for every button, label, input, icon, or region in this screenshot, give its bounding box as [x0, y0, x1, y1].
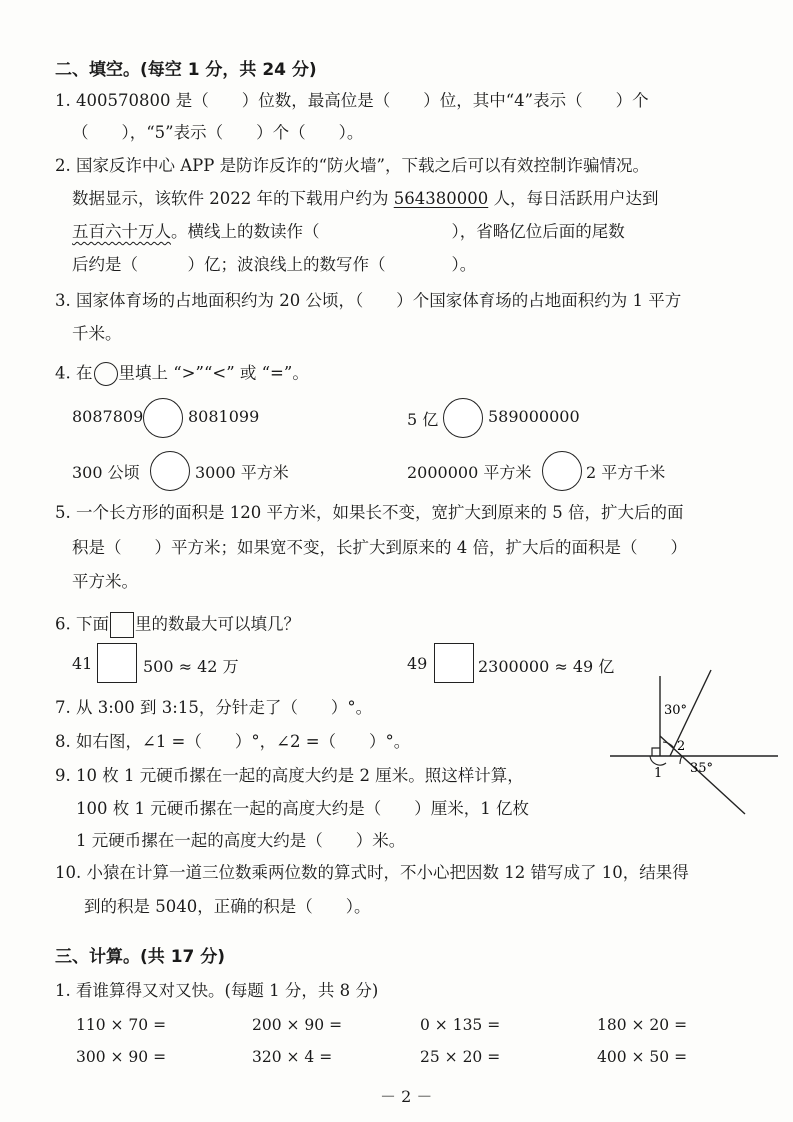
q3-line1: 3. 国家体育场的占地面积约为 20 公顷，（ ）个国家体育场的占地面积约为 1 平方: [55, 291, 682, 310]
q4-item1-left: 8087809: [72, 407, 144, 426]
q2-line3: [72, 221, 625, 243]
q1-line1: 1. 400570800 是（ ）位数，最高位是（ ）位，其中“4”表示（ ）个: [55, 91, 649, 110]
angle-1-label: 1: [654, 766, 663, 781]
answer-circle-icon: [94, 362, 118, 386]
q2-line4: 后约是（ ）亿；波浪线上的数写作（ ）。: [72, 255, 477, 274]
q2-line1: 2. 国家反诈中心 APP 是防诈反诈的“防火墙”，下载之后可以有效控制诈骗情况。: [55, 156, 649, 175]
q4-item3-circle[interactable]: [150, 451, 190, 491]
calc-r1-c2: 200 × 90 =: [252, 1016, 343, 1034]
q6-item2-left: 49: [407, 654, 428, 673]
calc-r2-c3: 25 × 20 =: [420, 1048, 501, 1066]
answer-box-icon: [110, 612, 134, 638]
q4-item2-right: 589000000: [488, 407, 580, 426]
q9-line2: 100 枚 1 元硬币摞在一起的高度大约是（ ）厘米，1 亿枚: [76, 799, 529, 818]
section-3-sub1: 1. 看谁算得又对又快。(每题 1 分，共 8 分): [55, 981, 379, 1000]
q4-post: 里填上 “>”“<” 或 “=”。: [118, 363, 309, 383]
q6-item1-left: 41: [72, 654, 93, 673]
calc-r1-c3: 0 × 135 =: [420, 1016, 501, 1034]
q2-underlined-number: 564380000: [393, 189, 489, 208]
q6-heading: [55, 612, 300, 638]
q4-item1-circle[interactable]: [143, 398, 183, 438]
calc-r1-c1: 110 × 70 =: [76, 1016, 167, 1034]
q4-item1-right: 8081099: [188, 407, 260, 426]
q10-line1: 10. 小猿在计算一道三位数乘两位数的算式时，不小心把因数 12 错写成了 10，结果得: [55, 863, 689, 882]
calc-r2-c2: 320 × 4 =: [252, 1048, 333, 1066]
right-angle-mark: [652, 748, 660, 756]
angle-2-label: 2: [677, 739, 686, 754]
q5-line3: 平方米。: [72, 572, 138, 591]
q6-post: 里的数最大可以填几？: [135, 614, 300, 634]
q10-line2: 到的积是 5040，正确的积是（ ）。: [84, 897, 371, 916]
angle-arc-35: [680, 756, 682, 764]
q6-pre: 6. 下面: [55, 614, 109, 634]
q3-line2: 千米。: [72, 324, 122, 343]
q4-heading: [55, 362, 309, 386]
q4-item2-left: 5 亿: [407, 410, 439, 429]
q5-line2: 积是（ ）平方米；如果宽不变，长扩大到原来的 4 倍，扩大后的面积是（ ）: [72, 538, 687, 557]
q2-line2: [72, 188, 658, 210]
q8: 8. 如右图，∠1 =（ ）°，∠2 =（ ）°。: [55, 732, 411, 751]
section-2-title: 二、填空。(每空 1 分，共 24 分): [55, 60, 317, 80]
q1-line2: （ ），“5”表示（ ）个（ ）。: [72, 123, 364, 142]
angle-35-label: 35°: [690, 761, 714, 776]
q6-item2-box[interactable]: [434, 643, 474, 683]
q9-line3: 1 元硬币摞在一起的高度大约是（ ）米。: [76, 831, 406, 850]
q2-line3-post: 。横线上的数读作（ ），省略亿位后面的尾数: [171, 222, 625, 241]
q2-line2-pre: 数据显示，该软件 2022 年的下载用户约为: [72, 189, 394, 208]
angle-arc-1: [650, 756, 666, 765]
q6-item2-right: 2300000 ≈ 49 亿: [478, 657, 615, 676]
section-3-title: 三、计算。(共 17 分): [55, 947, 226, 967]
q4-item3-right: 3000 平方米: [195, 463, 289, 482]
q4-pre: 4. 在: [55, 363, 93, 383]
angle-figure: [600, 668, 780, 828]
calc-r2-c4: 400 × 50 =: [597, 1048, 688, 1066]
q4-item4-circle[interactable]: [542, 451, 582, 491]
q2-line2-post: 人，每日活跃用户达到: [488, 189, 659, 208]
q9-line1: 9. 10 枚 1 元硬币摞在一起的高度大约是 2 厘米。照这样计算，: [55, 766, 524, 785]
calc-r2-c1: 300 × 90 =: [76, 1048, 167, 1066]
angle-30-label: 30°: [664, 703, 688, 718]
q4-item2-circle[interactable]: [443, 398, 483, 438]
page-number: － 2 －: [380, 1087, 433, 1106]
q6-item1-box[interactable]: [97, 643, 137, 683]
q4-item4-left: 2000000 平方米: [407, 463, 532, 482]
q6-item1-right: 500 ≈ 42 万: [143, 657, 239, 676]
q7: 7. 从 3:00 到 3:15，分针走了（ ）°。: [55, 698, 373, 717]
q2-wavy-text: 五百六十万人: [72, 222, 171, 241]
q5-line1: 5. 一个长方形的面积是 120 平方米，如果长不变，宽扩大到原来的 5 倍，扩大后的面: [55, 503, 684, 522]
calc-r1-c4: 180 × 20 =: [597, 1016, 688, 1034]
q4-item3-left: 300 公顷: [72, 463, 140, 482]
q4-item4-right: 2 平方千米: [586, 463, 666, 482]
